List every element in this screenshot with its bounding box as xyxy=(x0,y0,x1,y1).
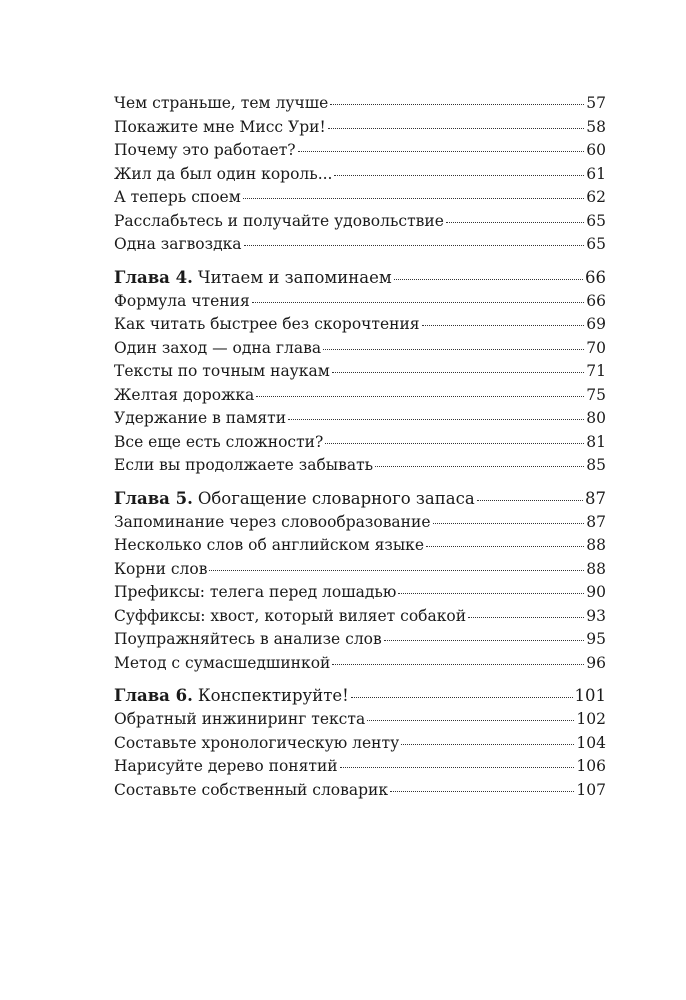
dot-leader xyxy=(433,522,585,524)
dot-leader xyxy=(244,244,585,246)
entry-title: Составьте собственный словарик xyxy=(114,780,389,799)
page-number: 106 xyxy=(576,757,606,775)
page-number: 75 xyxy=(586,385,606,404)
entry-title: Суффиксы: хвост, который виляет собакой xyxy=(114,606,467,625)
dot-leader xyxy=(209,569,584,571)
page-number: 65 xyxy=(586,235,606,253)
chapter-label: Глава 4. xyxy=(114,267,193,287)
entry-title: Если вы продолжаете забывать xyxy=(114,456,374,474)
toc-entry xyxy=(114,163,606,187)
page-number: 87 xyxy=(586,512,606,531)
entry-title: Одна загвоздка xyxy=(114,235,242,253)
page-number: 93 xyxy=(586,606,606,625)
toc-entry xyxy=(114,290,606,314)
dot-leader xyxy=(394,278,583,280)
entry-title: Один заход — одна глава xyxy=(114,338,322,357)
entry-title: А теперь споем xyxy=(114,188,241,206)
entry-title: Желтая дорожка xyxy=(114,385,255,404)
dot-leader xyxy=(446,221,584,223)
entry-title: Несколько слов об английском языке xyxy=(114,536,425,554)
page-number: 80 xyxy=(586,409,606,427)
toc-entry xyxy=(114,534,606,558)
entry-title: Составьте хронологическую ленту xyxy=(114,733,400,752)
toc-entry xyxy=(114,116,606,140)
dot-leader xyxy=(340,766,575,768)
page-number: 101 xyxy=(574,686,606,705)
page-number: 61 xyxy=(586,164,606,183)
dot-leader xyxy=(375,465,584,467)
toc-section xyxy=(114,92,606,257)
dot-leader xyxy=(367,719,574,721)
page-number: 85 xyxy=(586,456,606,474)
toc-entry xyxy=(114,755,606,779)
entry-title: Как читать быстрее без скорочтения xyxy=(114,315,420,333)
entry-title: Почему это работает? xyxy=(114,141,296,159)
chapter-label: Глава 6. xyxy=(114,686,193,705)
entry-title: Все еще есть сложности? xyxy=(114,432,324,451)
entry-title: Тексты по точным наукам xyxy=(114,362,330,380)
toc-entry xyxy=(114,186,606,210)
toc-entry xyxy=(114,139,606,163)
toc-section xyxy=(114,683,606,802)
toc-entry xyxy=(114,313,606,337)
page-number: 90 xyxy=(586,583,606,601)
dot-leader xyxy=(328,127,585,129)
page-number: 66 xyxy=(586,291,606,310)
page-number: 107 xyxy=(576,780,606,799)
entry-title: Покажите мне Мисс Ури! xyxy=(114,117,326,136)
dot-leader xyxy=(332,371,584,373)
chapter-label: Глава 5. xyxy=(114,488,193,508)
toc-entry xyxy=(114,605,606,629)
entry-title: Формула чтения xyxy=(114,291,250,310)
chapter-title: Читаем и запоминаем xyxy=(197,267,392,287)
entry-title: Удержание в памяти xyxy=(114,409,287,427)
dot-leader xyxy=(252,301,585,303)
toc-entry xyxy=(114,337,606,361)
page-number: 81 xyxy=(586,432,606,451)
toc-section xyxy=(114,486,606,676)
toc-entry xyxy=(114,384,606,408)
toc-entry xyxy=(114,360,606,384)
page-number: 69 xyxy=(586,315,606,333)
page-number: 104 xyxy=(576,733,606,752)
dot-leader xyxy=(390,790,574,792)
entry-title: Метод с сумасшедшинкой xyxy=(114,653,331,672)
toc-chapter-heading xyxy=(114,683,606,708)
entry-title: Запоминание через словообразование xyxy=(114,512,431,531)
page-number: 65 xyxy=(586,211,606,230)
toc-entry xyxy=(114,454,606,478)
dot-leader xyxy=(256,395,584,397)
dot-leader xyxy=(332,663,584,665)
toc-entry xyxy=(114,732,606,756)
dot-leader xyxy=(401,743,574,745)
page-number: 95 xyxy=(586,630,606,648)
dot-leader xyxy=(330,103,584,105)
toc-chapter-heading xyxy=(114,265,606,290)
chapter-title: Конспектируйте! xyxy=(197,686,349,705)
page-number: 96 xyxy=(586,653,606,672)
entry-title: Префиксы: телега перед лошадью xyxy=(114,583,397,601)
dot-leader xyxy=(298,150,585,152)
page-number: 60 xyxy=(586,141,606,159)
page-number: 66 xyxy=(585,267,606,287)
entry-title: Чем страньше, тем лучше xyxy=(114,94,329,112)
entry-title: Нарисуйте дерево понятий xyxy=(114,757,338,775)
dot-leader xyxy=(384,639,585,641)
dot-leader xyxy=(323,348,584,350)
dot-leader xyxy=(351,696,573,698)
dot-leader xyxy=(243,197,584,199)
dot-leader xyxy=(468,616,584,618)
dot-leader xyxy=(426,545,584,547)
toc-entry xyxy=(114,210,606,234)
page-number: 70 xyxy=(586,338,606,357)
toc-entry xyxy=(114,431,606,455)
toc-entry xyxy=(114,628,606,652)
toc-entry xyxy=(114,233,606,257)
toc-entry xyxy=(114,708,606,732)
page-number: 88 xyxy=(586,536,606,554)
toc-entry xyxy=(114,558,606,582)
dot-leader xyxy=(398,592,584,594)
chapter-title: Обогащение словарного запаса xyxy=(197,488,475,508)
page-number: 57 xyxy=(586,94,606,112)
table-of-contents xyxy=(114,92,606,810)
dot-leader xyxy=(334,174,584,176)
page-number: 102 xyxy=(576,710,606,728)
toc-entry xyxy=(114,511,606,535)
toc-entry xyxy=(114,407,606,431)
dot-leader xyxy=(477,499,583,501)
dot-leader xyxy=(422,324,585,326)
dot-leader xyxy=(288,418,584,420)
page-number: 62 xyxy=(586,188,606,206)
entry-title: Жил да был один король... xyxy=(114,164,333,183)
toc-entry xyxy=(114,92,606,116)
entry-title: Поупражняйтесь в анализе слов xyxy=(114,630,382,648)
entry-title: Расслабьтесь и получайте удовольствие xyxy=(114,211,444,230)
page-number: 58 xyxy=(586,117,606,136)
toc-entry xyxy=(114,581,606,605)
toc-entry xyxy=(114,652,606,676)
entry-title: Обратный инжиниринг текста xyxy=(114,710,366,728)
page-number: 88 xyxy=(586,559,606,578)
page-number: 71 xyxy=(586,362,606,380)
dot-leader xyxy=(325,442,584,444)
toc-section xyxy=(114,265,606,478)
toc-chapter-heading xyxy=(114,486,606,511)
entry-title: Корни слов xyxy=(114,559,208,578)
toc-entry xyxy=(114,779,606,803)
page-number: 87 xyxy=(585,488,606,508)
